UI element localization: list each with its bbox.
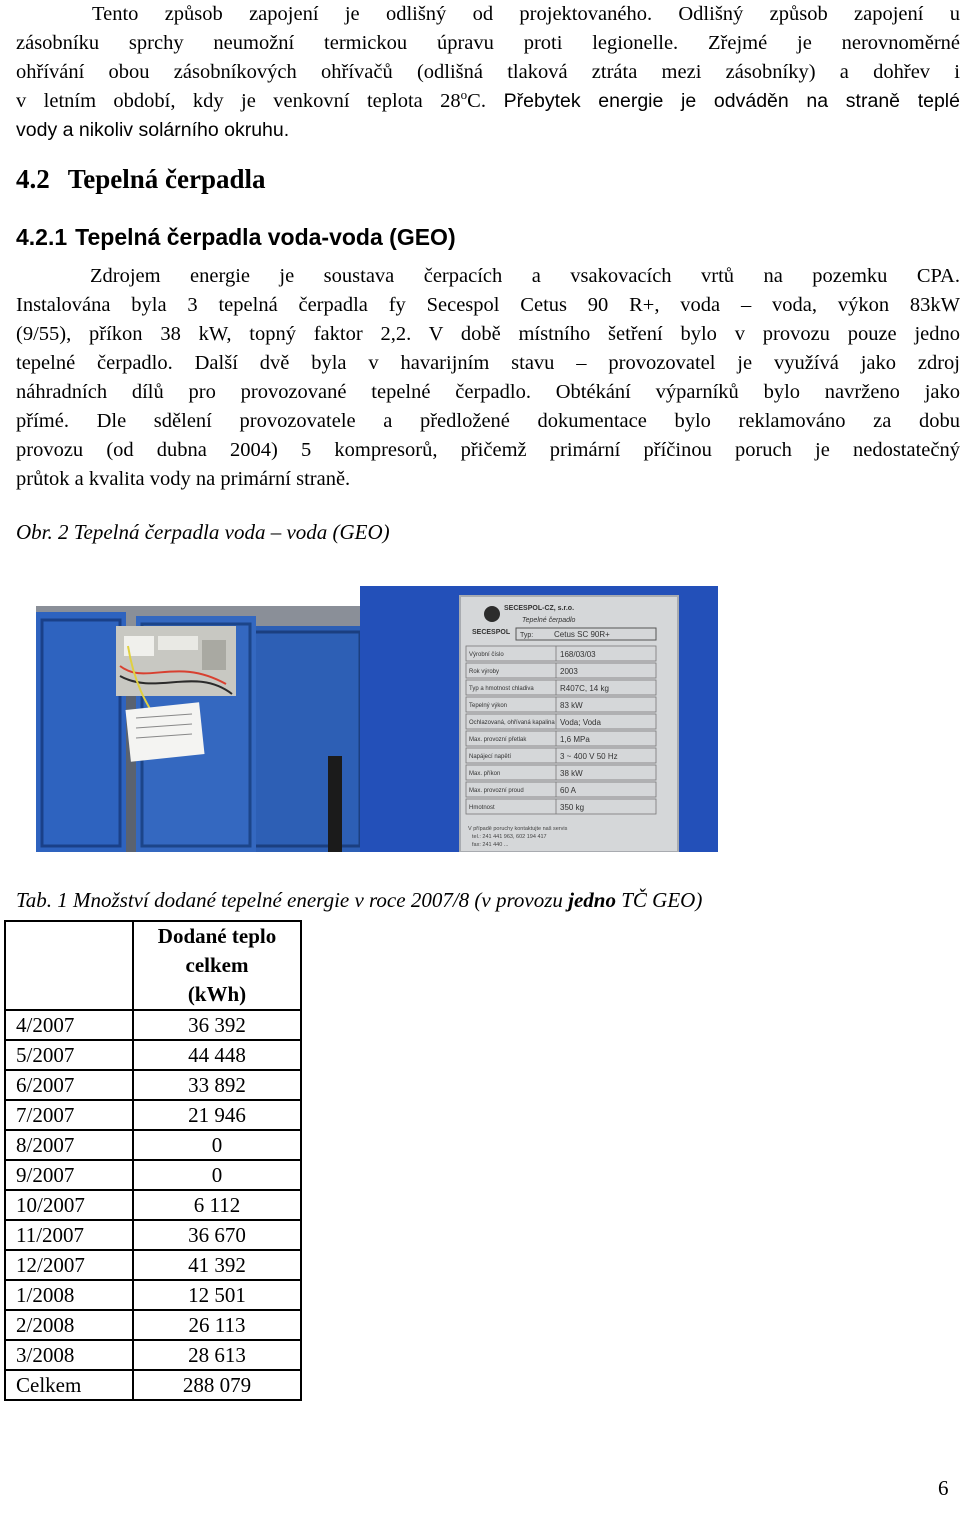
table-cell-heat: 26 113 (133, 1310, 301, 1340)
nameplate-row-label: Napájecí napětí (469, 754, 512, 760)
table-cell-heat: 0 (133, 1130, 301, 1160)
table-cell-period: 6/2007 (5, 1070, 133, 1100)
nameplate-row-label: Max. provozní proud (469, 788, 524, 794)
table-cell-period: 8/2007 (5, 1130, 133, 1160)
nameplate-row-value: 83 kW (560, 701, 583, 710)
table-cell-heat: 21 946 (133, 1100, 301, 1130)
intro-line-text: v letním období, kdy je venkovní teplota 28 (16, 90, 461, 112)
nameplate-row-value: 2003 (560, 667, 578, 676)
nameplate-footer: fax: 241 440 ... (472, 842, 509, 848)
table-row (5, 1010, 301, 1040)
body-line: přímé. Dle sdělení provozovatele a předložené dokumentace bylo reklamováno za dobu (16, 410, 960, 432)
table-caption-text: Tab. 1 Množství dodané tepelné energie v roce 2007/8 (v provozu (16, 888, 569, 912)
nameplate-illustration (360, 586, 718, 852)
nameplate-logo: SECESPOL (472, 629, 511, 636)
table-row (5, 1040, 301, 1070)
intro-line: vody a nikoliv solárního okruhu. (16, 119, 290, 141)
table-header-row (5, 921, 301, 1010)
table-row (5, 1130, 301, 1160)
energy-table (4, 920, 302, 1401)
table-cell-heat: 36 392 (133, 1010, 301, 1040)
table-cell-heat: 44 448 (133, 1040, 301, 1070)
nameplate-row-value: 3 ~ 400 V 50 Hz (560, 752, 618, 761)
table-cell-period: 10/2007 (5, 1190, 133, 1220)
table-row (5, 1340, 301, 1370)
figure-caption: Obr. 2 Tepelná čerpadla voda – voda (GEO) (16, 520, 390, 544)
table-cell-period: 3/2008 (5, 1340, 133, 1370)
table-row (5, 1280, 301, 1310)
table-cell-heat: 36 670 (133, 1220, 301, 1250)
table-row (5, 1310, 301, 1340)
body-line: Instalována byla 3 tepelná čerpadla fy Secespol Cetus 90 R+, voda – voda, výkon 83kW (16, 294, 960, 316)
subsection-heading (16, 224, 456, 251)
nameplate-row-label: Hmotnost (469, 805, 495, 811)
section-title: Tepelná čerpadla (67, 164, 266, 194)
table-row (5, 1100, 301, 1130)
table-row (5, 1070, 301, 1100)
nameplate-row-value: R407C, 14 kg (560, 684, 609, 693)
intro-line (16, 87, 960, 116)
table-row (5, 1370, 301, 1400)
table-cell-period: 2/2008 (5, 1310, 133, 1340)
nameplate-row-label: Ochlazovaná, ohřívaná kapalina (469, 720, 555, 726)
nameplate-type-label: Typ: (520, 632, 534, 639)
table-cell-heat: 0 (133, 1160, 301, 1190)
nameplate-row-label: Výrobní číslo (469, 652, 504, 658)
table-caption-bold: jedno (568, 888, 616, 912)
table-cell-heat: 41 392 (133, 1250, 301, 1280)
heat-pumps-illustration (36, 606, 382, 852)
table-cell-period: 7/2007 (5, 1100, 133, 1130)
nameplate-row-value: 60 A (560, 786, 577, 795)
table-header-empty (5, 921, 133, 1010)
body-paragraph (16, 262, 960, 494)
nameplate-row-value: Voda; Voda (560, 718, 601, 727)
nameplate-footer: tel.: 241 441 963, 602 194 417 (472, 834, 547, 840)
nameplate-product: Tepelné čerpadlo (522, 617, 576, 624)
intro-line: zásobníku sprchy neumožní termickou úpravu proti legionelle. Zřejmé je nerovnoměrné (16, 32, 960, 54)
table-header-line: celkem (185, 953, 249, 977)
table-cell-period: 9/2007 (5, 1160, 133, 1190)
subsection-title: Tepelná čerpadla voda-voda (GEO) (75, 224, 456, 250)
nameplate-footer: V případě poruchy kontaktujte naš servis (468, 826, 568, 832)
intro-line: ohřívání obou zásobníkových ohřívačů (odlišná tlaková ztráta mezi zásobníky) a dohřev i (16, 61, 960, 83)
nameplate-type-value: Cetus SC 90R+ (554, 630, 610, 639)
body-line: provozu (od dubna 2004) 5 kompresorů, přičemž primární příčinou poruch je nedostatečný (16, 439, 960, 461)
table-cell-period: 11/2007 (5, 1220, 133, 1250)
nameplate-row-label: Max. provozní přetlak (469, 737, 527, 743)
table-cell-heat: 12 501 (133, 1280, 301, 1310)
nameplate-row-value: 168/03/03 (560, 650, 596, 659)
table-cell-period: 12/2007 (5, 1250, 133, 1280)
body-line: (9/55), příkon 38 kW, topný faktor 2,2. V době místního šetření bylo v provozu pouze jedno (16, 323, 960, 345)
table-cell-heat: 28 613 (133, 1340, 301, 1370)
table-row (5, 1190, 301, 1220)
table-cell-period: 5/2007 (5, 1040, 133, 1070)
heat-pumps-photo (36, 606, 382, 852)
nameplate-row-label: Typ a hmotnost chladiva (469, 686, 534, 692)
intro-line: Tento způsob zapojení je odlišný od projektovaného. Odlišný způsob zapojení u (92, 3, 960, 25)
table-caption-text: TČ GEO) (615, 888, 703, 912)
page-number: 6 (938, 1476, 949, 1500)
intro-line-text: Přebytek energie je odváděn na straně teplé (485, 90, 960, 112)
nameplate-row-value: 350 kg (560, 803, 585, 812)
table-body (5, 1010, 301, 1400)
nameplate-brand: SECESPOL-CZ, s.r.o. (504, 605, 575, 612)
body-line: průtok a kvalita vody na primární straně. (16, 468, 351, 490)
nameplate-row-label: Max. příkon (469, 771, 501, 777)
section-number: 4.2 (16, 164, 50, 194)
table-caption (16, 888, 702, 913)
table-cell-period: 4/2007 (5, 1010, 133, 1040)
table-cell-heat: 288 079 (133, 1370, 301, 1400)
body-line: náhradních dílů pro provozované tepelné čerpadlo. Obtékání výparníků bylo navrženo jako (16, 381, 960, 403)
table-row (5, 1220, 301, 1250)
degree-sup: o (460, 87, 468, 103)
nameplate-row-label: Rok výroby (469, 669, 500, 675)
table-cell-heat: 33 892 (133, 1070, 301, 1100)
table-row (5, 1160, 301, 1190)
subsection-number: 4.2.1 (16, 224, 68, 250)
table-row (5, 1250, 301, 1280)
intro-paragraph (16, 0, 960, 145)
table-cell-heat: 6 112 (133, 1190, 301, 1220)
nameplate-row-label: Tepelný výkon (469, 703, 508, 709)
nameplate-row-value: 38 kW (560, 769, 583, 778)
intro-line-text: C. (467, 90, 486, 112)
body-line: Zdrojem energie je soustava čerpacích a vsakovacích vrtů na pozemku CPA. (90, 265, 960, 287)
nameplate-photo (360, 586, 718, 852)
nameplate-row-value: 1,6 MPa (560, 735, 590, 744)
table-cell-period: Celkem (5, 1370, 133, 1400)
body-line: tepelné čerpadlo. Další dvě byla v havarijním stavu – provozovatel je využívá jako zdroj (16, 352, 960, 374)
table-cell-period: 1/2008 (5, 1280, 133, 1310)
table-header-line: Dodané teplo (157, 924, 277, 948)
table-header-heat (133, 921, 301, 1010)
section-heading (16, 164, 266, 195)
table-header-line: (kWh) (187, 982, 247, 1006)
